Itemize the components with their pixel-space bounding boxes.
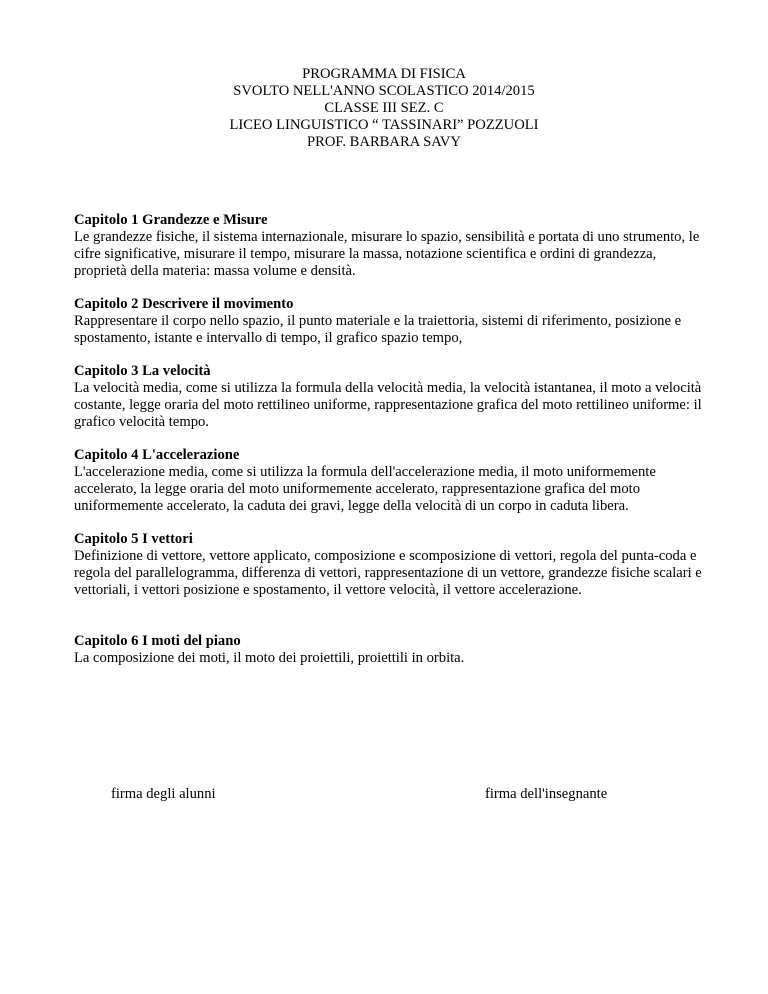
chapter-body: Definizione di vettore, vettore applicato, composizione e scomposizione di vettori, regola del punta-coda e regola del parallelogramma, differenza di vettori, rappresentazione di un vettore, grandezze fisiche scalari e vettoriali, i vettori posizione e spostamento, il vettore velocità, il vettore accelerazione.: [74, 548, 702, 598]
chapter-title: Capitolo 6 I moti del piano: [74, 633, 241, 649]
header-class: CLASSE III SEZ. C: [324, 100, 444, 116]
header-school-year: SVOLTO NELL'ANNO SCOLASTICO 2014/2015: [233, 83, 535, 99]
chapter-body: La velocità media, come si utilizza la formula della velocità media, la velocità istantanea, il moto a velocità costante, legge oraria del moto rettilineo uniforme, rappresentazione grafica del moto rettilineo uniforme: il grafico velocità tempo.: [74, 380, 702, 430]
chapter-title: Capitolo 2 Descrivere il movimento: [74, 296, 294, 312]
chapter-4: [74, 447, 710, 515]
header-teacher: PROF. BARBARA SAVY: [307, 134, 461, 150]
chapter-list: [74, 212, 710, 683]
chapter-body: Le grandezze fisiche, il sistema internazionale, misurare lo spazio, sensibilità e portata di uno strumento, le cifre significative, misurare il tempo, misurare la massa, notazione scientifica e ordini di grandezza, proprietà della materia: massa volume e densità.: [74, 229, 700, 279]
chapter-5: [74, 531, 710, 599]
header-subject: PROGRAMMA DI FISICA: [302, 66, 466, 82]
chapter-title: Capitolo 1 Grandezze e Misure: [74, 212, 268, 228]
chapter-body: La composizione dei moti, il moto dei proiettili, proiettili in orbita.: [74, 650, 465, 666]
document-header: [0, 66, 768, 151]
students-signature-label: firma degli alunni: [111, 786, 216, 802]
chapter-title: Capitolo 5 I vettori: [74, 531, 193, 547]
signature-row: [0, 786, 768, 806]
teacher-signature-label: firma dell'insegnante: [485, 786, 608, 802]
chapter-body: Rappresentare il corpo nello spazio, il punto materiale e la traiettoria, sistemi di riferimento, posizione e spostamento, istante e intervallo di tempo, il grafico spazio tempo,: [74, 313, 682, 346]
chapter-title: Capitolo 3 La velocità: [74, 363, 211, 379]
chapter-2: [74, 296, 710, 347]
chapter-1: [74, 212, 710, 280]
chapter-3: [74, 363, 710, 431]
chapter-6: [74, 633, 710, 667]
chapter-title: Capitolo 4 L'accelerazione: [74, 447, 240, 463]
chapter-body: L'accelerazione media, come si utilizza la formula dell'accelerazione media, il moto uniformemente accelerato, la legge oraria del moto uniformemente accelerato, rappresentazione grafica del moto uniformemente accelerato, la caduta dei gravi, legge della velocità di un corpo in caduta libera.: [74, 464, 656, 514]
header-school: LICEO LINGUISTICO “ TASSINARI” POZZUOLI: [229, 117, 539, 133]
